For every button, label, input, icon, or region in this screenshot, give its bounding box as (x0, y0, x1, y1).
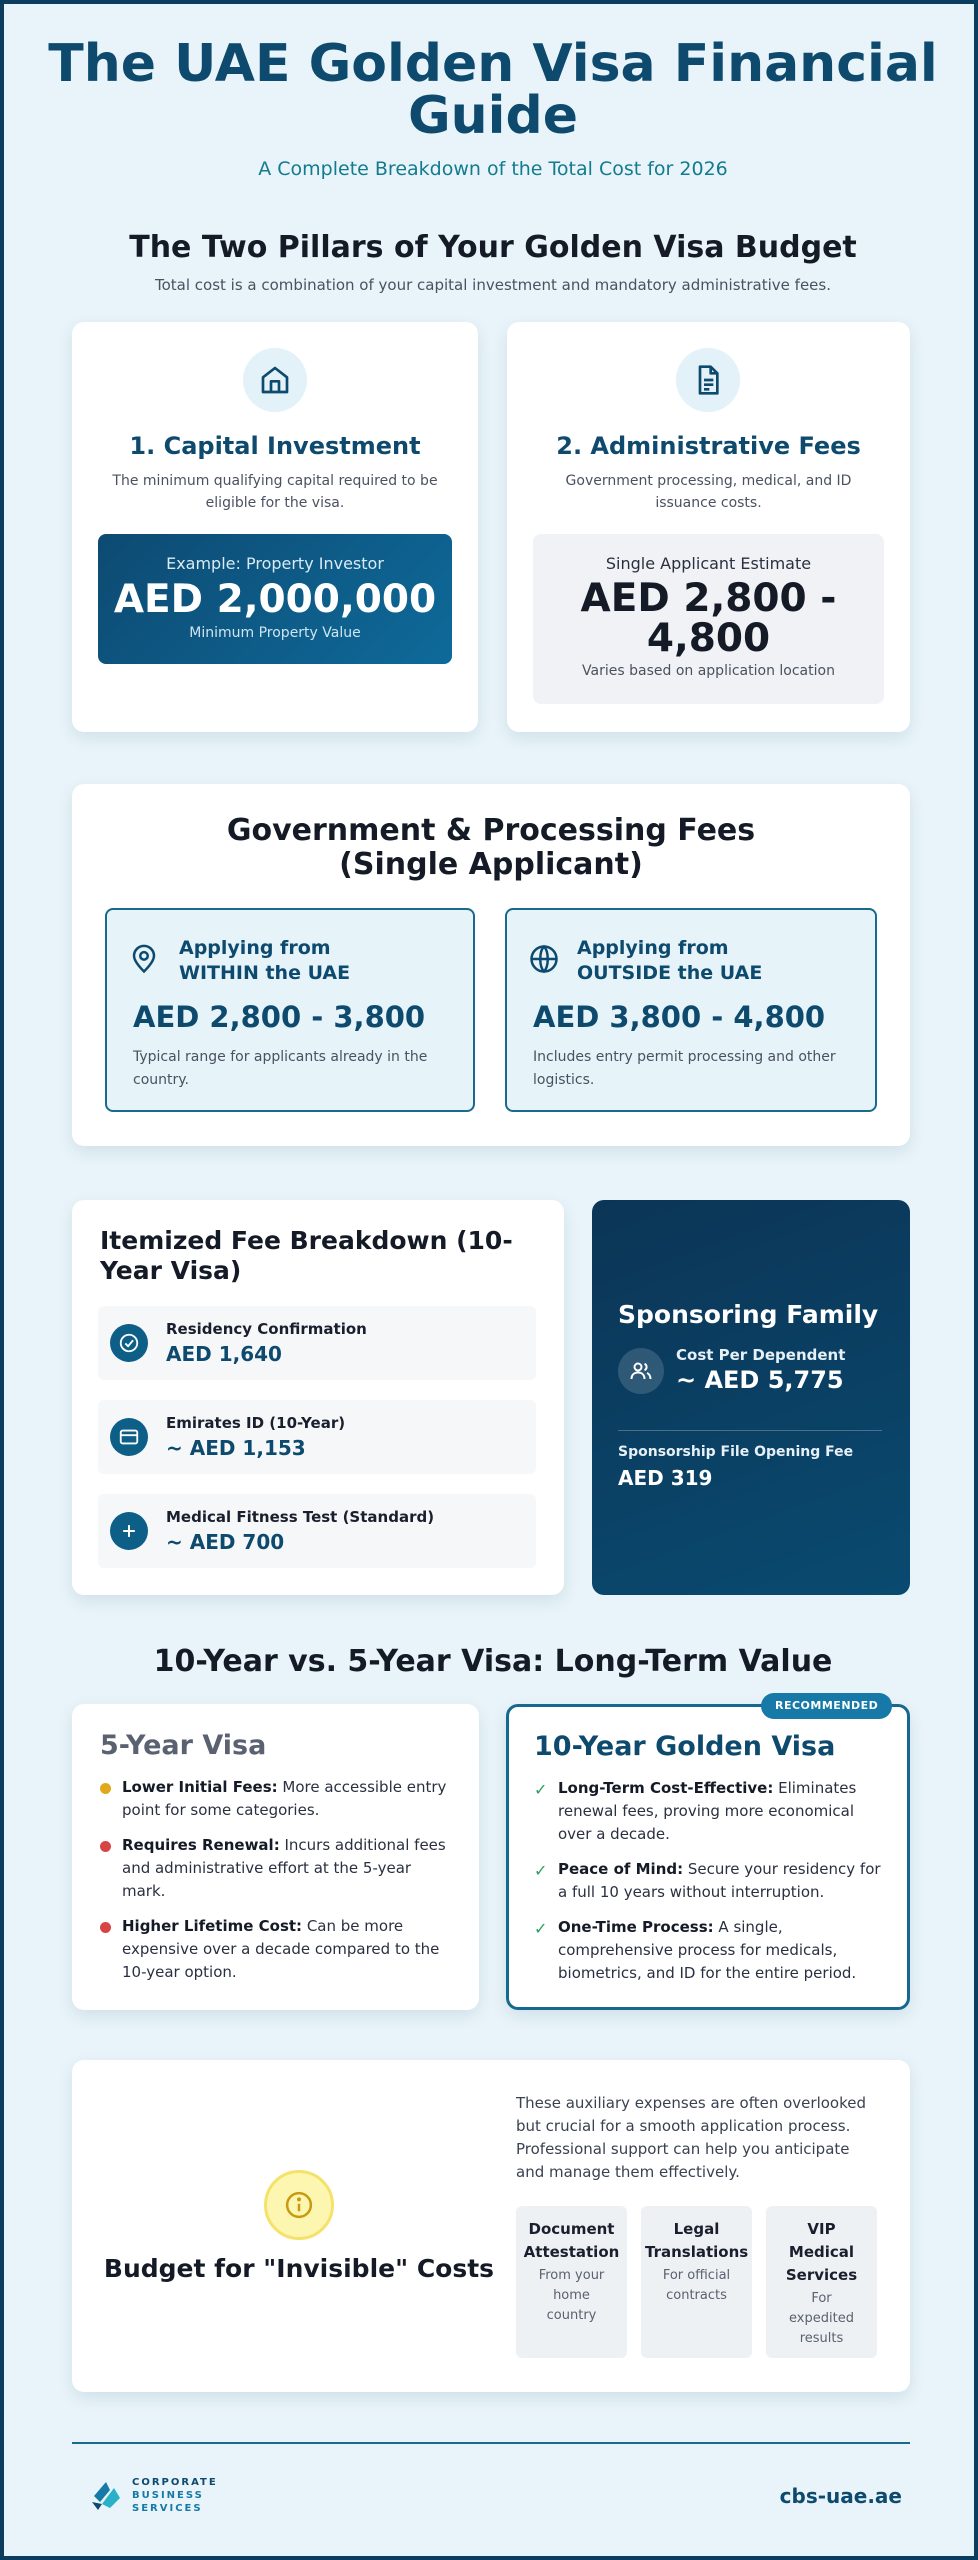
outside-label (577, 936, 762, 986)
location-pin-icon (129, 944, 159, 978)
admin-desc: Government processing, medical, and ID issuance costs. (565, 473, 852, 511)
five-year-visa-card (72, 1704, 479, 2010)
list-item (98, 1834, 458, 1903)
cost-card-title: VIP Medical Services (785, 2220, 858, 2284)
point-bold: One-Time Process: (558, 1918, 714, 1936)
ten-year-visa-card (506, 1699, 910, 2010)
government-fees-card (72, 784, 910, 1146)
five-year-title: 5-Year Visa (100, 1730, 267, 1761)
fee-item-name: Residency Confirmation (166, 1320, 367, 1338)
page-subtitle: A Complete Breakdown of the Total Cost for 2026 (258, 158, 728, 180)
logo-line: BUSINESS (132, 2490, 204, 2501)
invisible-cost-cards (516, 2206, 882, 2358)
point-text: More accessible entry point for some categories. (122, 1778, 447, 1819)
fee-item-value: ~ AED 700 (166, 1530, 285, 1554)
within-label-line1: Applying from (179, 937, 331, 959)
admin-box-label: Single Applicant Estimate (605, 554, 812, 573)
list-item (534, 1916, 889, 1985)
outside-label-line2: OUTSIDE the UAE (577, 962, 763, 984)
five-year-points (98, 1776, 458, 1996)
website-link[interactable]: cbs-uae.ae (779, 2484, 902, 2508)
admin-estimate-box (533, 534, 884, 704)
itemized-breakdown-card (72, 1200, 564, 1595)
divider (618, 1430, 882, 1431)
point-bold: Peace of Mind: (558, 1860, 684, 1878)
point-text: Can be more expensive over a decade compared to the 10-year option. (122, 1917, 440, 1981)
ten-year-title: 10-Year Golden Visa (534, 1731, 836, 1762)
checkmark-icon: ✓ (534, 1919, 548, 1938)
checkmark-icon: ✓ (534, 1780, 548, 1799)
id-card-icon (110, 1418, 148, 1456)
cost-card-title: Document Attestation (523, 2220, 620, 2261)
recommended-badge: RECOMMENDED (761, 1693, 892, 1719)
point-bold: Higher Lifetime Cost: (122, 1917, 303, 1935)
capital-box-label: Example: Property Investor (166, 554, 384, 573)
cost-card-attestation (516, 2206, 627, 2358)
fee-item-row (98, 1306, 536, 1380)
cost-card-translations (641, 2206, 752, 2358)
invisible-costs-card (72, 2060, 910, 2392)
company-logo-text (132, 2476, 218, 2515)
capital-title: 1. Capital Investment (129, 432, 421, 460)
dependent-value: ~ AED 5,775 (676, 1366, 844, 1394)
fee-item-name: Medical Fitness Test (Standard) (166, 1508, 435, 1526)
check-circle-icon (110, 1324, 148, 1362)
logo-line: CORPORATE (132, 2477, 218, 2488)
fee-item-name: Emirates ID (10-Year) (166, 1414, 346, 1432)
file-opening-label: Sponsorship File Opening Fee (618, 1444, 854, 1460)
fee-item-value: AED 1,640 (166, 1342, 282, 1366)
outside-uae-box (505, 908, 877, 1112)
point-text: Incurs additional fees and administrative effort at the 5-year mark. (122, 1836, 446, 1900)
fee-item-row (98, 1494, 536, 1568)
within-label (179, 936, 350, 986)
users-icon (618, 1348, 664, 1394)
family-title: Sponsoring Family (618, 1300, 879, 1329)
admin-title: 2. Administrative Fees (556, 432, 861, 460)
outside-desc: Includes entry permit processing and other logistics. (533, 1049, 836, 1088)
list-item (534, 1858, 889, 1904)
outside-amount: AED 3,800 - 4,800 (533, 1000, 826, 1034)
capital-investment-card (72, 322, 478, 732)
comparison-title: 10-Year vs. 5-Year Visa: Long-Term Value (153, 1644, 833, 1679)
bullet-dot (100, 1783, 111, 1794)
invisible-desc: These auxiliary expenses are often overlooked but crucial for a smooth application process. Professional support can help you anticipate and manage them effectively. (516, 2094, 866, 2181)
point-text: Secure your residency for a full 10 years without interruption. (558, 1860, 881, 1901)
file-opening-value: AED 319 (618, 1466, 713, 1490)
document-icon (676, 348, 740, 412)
list-item (534, 1777, 889, 1846)
point-text: Eliminates renewal fees, proving more economical over a decade. (558, 1779, 857, 1843)
list-item (98, 1915, 458, 1984)
pillars-subtitle: Total cost is a combination of your capital investment and mandatory administrative fees. (154, 276, 831, 294)
admin-box-value: AED 2,800 - 4,800 (580, 576, 837, 661)
cost-card-sub: From your home country (538, 2268, 605, 2323)
invisible-title: Budget for "Invisible" Costs (103, 2254, 495, 2283)
page-title: The UAE Golden Visa Financial Guide (48, 34, 938, 146)
capital-desc: The minimum qualifying capital required to be eligible for the visa. (112, 473, 438, 511)
point-bold: Long-Term Cost-Effective: (558, 1779, 774, 1797)
fee-item-value: ~ AED 1,153 (166, 1436, 306, 1460)
outside-label-line1: Applying from (577, 937, 729, 959)
dependent-label: Cost Per Dependent (676, 1346, 846, 1364)
cost-card-title: Legal Translations (645, 2220, 749, 2261)
within-desc: Typical range for applicants already in the country. (133, 1049, 428, 1088)
admin-box-note: Varies based on application location (582, 663, 835, 679)
checkmark-icon: ✓ (534, 1861, 548, 1880)
admin-fees-card (507, 322, 910, 732)
bullet-dot (100, 1841, 111, 1852)
info-icon (264, 2170, 334, 2240)
bullet-dot (100, 1922, 111, 1933)
itemized-title: Itemized Fee Breakdown (10-Year Visa) (100, 1226, 513, 1285)
gov-fees-title: Government & Processing Fees (Single Applicant) (226, 813, 756, 882)
fee-item-row (98, 1400, 536, 1474)
list-item (98, 1776, 458, 1822)
logo-line: SERVICES (132, 2503, 203, 2514)
cost-card-sub: For expedited results (789, 2291, 854, 2346)
point-text: A single, comprehensive process for medicals, biometrics, and ID for the entire period. (558, 1918, 857, 1982)
home-icon (243, 348, 307, 412)
within-label-line2: WITHIN the UAE (179, 962, 351, 984)
plus-icon (110, 1512, 148, 1550)
cost-card-sub: For official contracts (662, 2268, 731, 2303)
capital-example-box (98, 534, 452, 664)
company-logo-icon (88, 2474, 128, 2514)
within-amount: AED 2,800 - 3,800 (133, 1000, 426, 1034)
cost-card-vip-medical (766, 2206, 877, 2358)
point-bold: Requires Renewal: (122, 1836, 280, 1854)
capital-box-note: Minimum Property Value (189, 625, 361, 641)
point-bold: Lower Initial Fees: (122, 1778, 278, 1796)
globe-icon (529, 944, 559, 978)
sponsoring-family-card (592, 1200, 910, 1595)
pillars-title: The Two Pillars of Your Golden Visa Budget (129, 230, 857, 265)
capital-box-value: AED 2,000,000 (113, 577, 437, 622)
within-uae-box (105, 908, 475, 1112)
footer-divider (72, 2442, 910, 2444)
ten-year-points (534, 1777, 889, 1997)
